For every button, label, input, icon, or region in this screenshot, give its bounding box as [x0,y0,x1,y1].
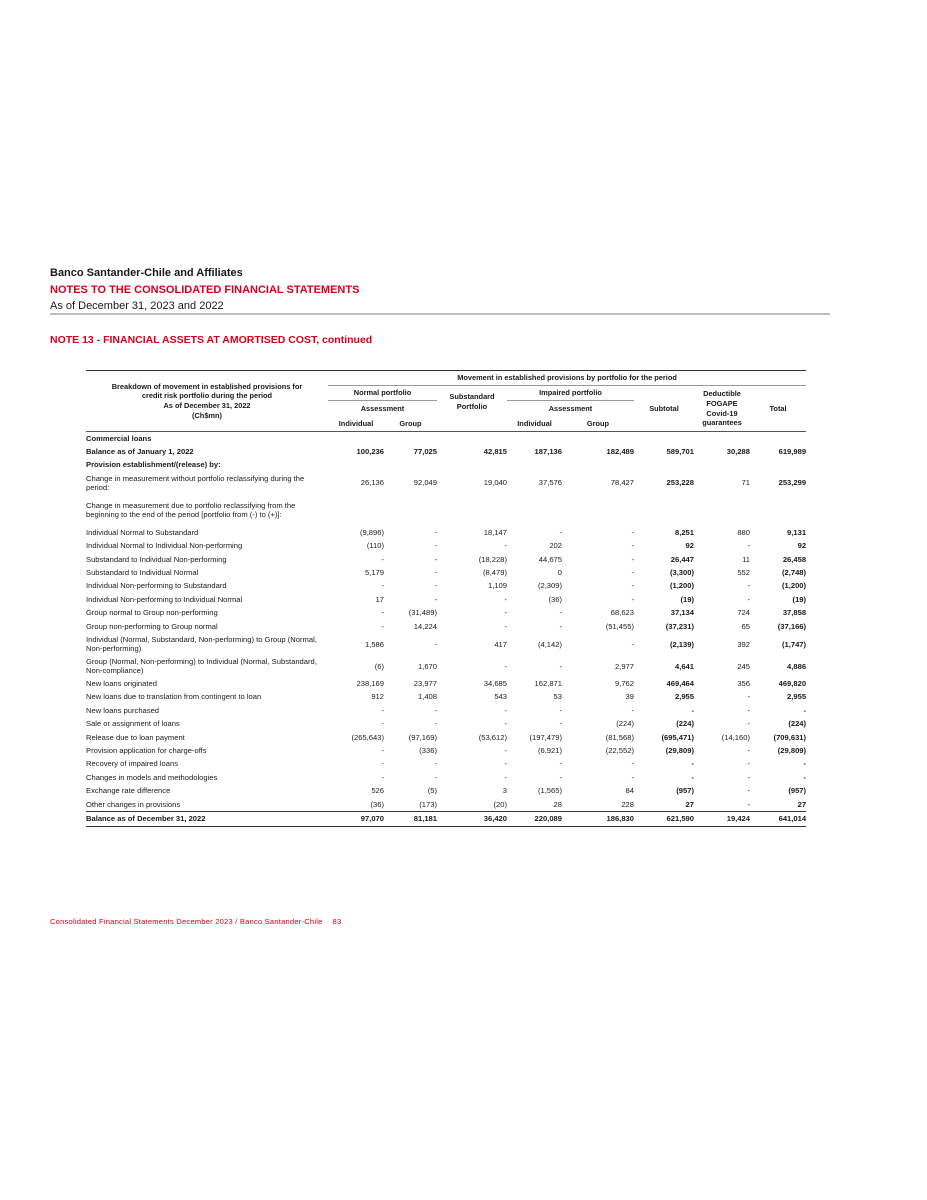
table-row [86,677,806,690]
value-cell: (957) [676,786,694,796]
table-row [86,655,806,677]
value-cell: - [381,554,384,564]
value-cell: - [504,705,507,715]
value-cell: 4,641 [674,661,694,671]
value-cell: 253,228 [666,478,694,488]
value-cell: 880 [737,527,750,537]
value-cell [384,494,437,526]
value-cell: - [559,608,562,618]
table-row [86,553,806,566]
normal-assessment-header: Assessment [360,404,405,413]
value-cell: (2,309) [537,581,562,591]
value-cell: 724 [737,608,750,618]
value-cell: 1,109 [487,581,507,591]
value-cell: 2,955 [787,692,807,702]
value-cell: - [381,621,384,631]
value-cell: - [504,745,507,755]
value-cell: (14,160) [721,732,750,742]
value-cell: (110) [366,541,384,551]
value-cell: - [631,527,634,537]
value-cell: - [747,745,750,755]
value-cell: - [381,705,384,715]
value-cell: 23,977 [413,678,437,688]
value-cell [750,459,806,472]
value-cell: 0 [557,568,562,578]
value-cell: - [381,581,384,591]
value-cell: (2,748) [782,568,807,578]
value-cell: (81,568) [605,732,634,742]
value-cell: - [631,581,634,591]
value-cell: (97,169) [408,732,437,742]
value-cell [328,494,384,526]
value-cell: 92 [797,541,807,551]
value-cell: 42,815 [483,447,507,457]
notes-title: NOTES TO THE CONSOLIDATED FINANCIAL STATEMENTS [50,284,360,296]
value-cell: - [747,692,750,702]
value-cell: - [747,541,750,551]
value-cell: 27 [685,799,694,809]
value-cell: 53 [553,692,562,702]
value-cell: 78,427 [610,478,634,488]
value-cell: - [434,554,437,564]
subtotal-header: Subtotal [634,386,694,432]
value-cell: (1,200) [669,581,694,591]
impaired-individual-header: Individual [507,417,562,432]
table-corner-label [86,371,328,432]
value-cell: (224) [616,719,634,729]
value-cell: (1,747) [782,639,807,649]
value-cell: 469,464 [666,678,694,688]
note-title: NOTE 13 - FINANCIAL ASSETS AT AMORTISED COST, continued [50,334,373,346]
value-cell: - [381,759,384,769]
value-cell: 245 [737,661,750,671]
value-cell: (265,643) [351,732,384,742]
value-cell [437,459,507,472]
value-cell: - [747,759,750,769]
value-cell: 18,147 [483,527,507,537]
value-cell: (36) [548,594,562,604]
value-cell: - [434,719,437,729]
value-cell: 187,136 [534,447,562,457]
value-cell: 9,762 [614,678,634,688]
value-cell: 182,489 [606,447,634,457]
normal-individual-header: Individual [328,417,384,432]
value-cell: (4,142) [537,639,562,649]
value-cell: (37,231) [665,621,694,631]
value-cell: - [631,759,634,769]
footer-text: Consolidated Financial Statements December 2023 / Banco Santander-Chile [50,917,323,926]
value-cell: 14,224 [413,621,437,631]
value-cell: (224) [676,719,694,729]
final-cell: 641,014 [750,812,806,826]
value-cell [694,459,750,472]
table-row [86,580,806,593]
final-cell: 81,181 [384,812,437,826]
value-cell: 162,871 [534,678,562,688]
value-cell: 84 [625,786,634,796]
value-cell: - [559,772,562,782]
value-cell: 19,040 [483,478,507,488]
value-cell: (19) [792,594,807,604]
row-label: Provision establishment/(release) by: [86,460,221,470]
value-cell: 589,701 [666,447,694,457]
value-cell: 417 [494,639,507,649]
value-cell: - [559,705,562,715]
table-row [86,771,806,784]
row-label: Individual Non-performing to Individual Normal [86,594,243,604]
value-cell: (29,809) [777,745,807,755]
table-row [86,593,806,606]
impaired-assessment-header: Assessment [548,404,593,413]
value-cell: 100,236 [356,447,384,457]
value-cell: (18,228) [478,554,507,564]
row-label: Individual (Normal, Substandard, Non-performing) to Group (Normal, Non-performing) [86,634,317,654]
value-cell: 912 [371,692,384,702]
value-cell: - [434,541,437,551]
value-cell: - [381,608,384,618]
row-label: New loans purchased [86,705,160,715]
value-cell: 238,169 [356,678,384,688]
value-cell: - [747,594,750,604]
row-label: Balance as of January 1, 2022 [86,447,194,457]
corner-line-1: Breakdown of movement in established provisions for [111,381,303,391]
value-cell: 30,288 [726,447,750,457]
table-row [86,566,806,579]
value-cell: 4,886 [787,661,807,671]
value-cell: - [504,772,507,782]
row-label: Group (Normal, Non-performing) to Individual (Normal, Substandard, Non-compliance) [86,656,317,676]
value-cell: - [504,621,507,631]
table-row [86,540,806,553]
value-cell [750,494,806,526]
value-cell: 26,458 [782,554,807,564]
value-cell: 543 [494,692,507,702]
final-cell: 97,070 [328,812,384,826]
table-row [86,445,806,458]
value-cell: 253,299 [778,478,807,488]
value-cell: 27 [797,799,807,809]
final-cell: 36,420 [437,812,507,826]
value-cell: (22,552) [605,745,634,755]
value-cell: 37,576 [538,478,562,488]
table-row [86,758,806,771]
value-cell: - [691,705,694,715]
value-cell: 11 [742,554,750,564]
value-cell: 5,179 [364,568,384,578]
value-cell: 92,049 [413,478,437,488]
company-name: Banco Santander-Chile and Affiliates [50,267,243,279]
value-cell: 9,131 [787,527,807,537]
corner-line-2: credit risk portfolio during the period [141,391,273,401]
value-cell: - [434,568,437,578]
value-cell: (957) [788,786,807,796]
row-label: Other changes in provisions [86,799,181,809]
row-label: Provision application for charge-offs [86,745,207,755]
value-cell: (6) [374,661,384,671]
value-cell: 1,586 [364,639,384,649]
row-label: Group normal to Group non-performing [86,608,218,618]
value-cell: 26,447 [670,554,694,564]
substandard-header: Substandard Portfolio [449,392,495,411]
table-row [86,717,806,730]
final-cell: 19,424 [694,812,750,826]
deductible-header: Deductible FOGAPE Covid-19 guarantees [694,386,750,432]
substandard-header-spacer [437,417,507,432]
group-header: Movement in established provisions by portfolio for the period [328,371,806,386]
value-cell: (37,166) [777,621,807,631]
value-cell: - [434,759,437,769]
section-title: Commercial loans [86,433,152,443]
value-cell: (3,300) [669,568,694,578]
value-cell: 44,675 [538,554,562,564]
value-cell [384,459,437,472]
value-cell: (53,612) [478,732,507,742]
value-cell: - [434,581,437,591]
value-cell: 68,623 [610,608,634,618]
value-cell: - [559,719,562,729]
row-label: New loans due to translation from contingent to loan [86,692,262,702]
value-cell: - [504,719,507,729]
value-cell: - [434,772,437,782]
value-cell: - [631,705,634,715]
value-cell: 1,670 [417,661,437,671]
row-label: Individual Normal to Individual Non-performing [86,541,243,551]
value-cell: 469,820 [778,678,807,688]
header-divider [50,313,830,315]
value-cell: - [631,594,634,604]
row-label: Release due to loan payment [86,732,185,742]
value-cell: - [559,661,562,671]
table-row [86,620,806,633]
value-cell: (20) [493,799,507,809]
row-label: Sale or assignment of loans [86,719,180,729]
value-cell: (19) [680,594,694,604]
value-cell: 39 [625,692,634,702]
value-cell: - [434,639,437,649]
value-cell [694,494,750,526]
row-label: Change in measurement without portfolio reclassifying during the period: [86,473,305,493]
row-label: Change in measurement due to portfolio reclassifying from the beginning to the end of the period [portfolio from (-) to (+)]: [86,500,296,520]
value-cell: - [559,527,562,537]
table-row [86,494,806,526]
value-cell: 17 [375,594,384,604]
value-cell: 34,685 [483,678,507,688]
value-cell: (5) [427,786,437,796]
value-cell: - [381,772,384,782]
value-cell: - [381,719,384,729]
corner-line-3: As of December 31, 2022 [163,401,251,410]
value-cell [634,459,694,472]
table-row [86,798,806,812]
value-cell: (197,479) [529,732,562,742]
value-cell: - [504,541,507,551]
table-row [86,607,806,620]
value-cell [507,459,562,472]
value-cell: - [747,705,750,715]
total-header: Total [750,386,806,432]
impaired-portfolio-header: Impaired portfolio [507,386,634,401]
table-row [86,744,806,757]
impaired-group-header: Group [562,417,634,432]
row-label: Substandard to Individual Non-performing [86,554,227,564]
value-cell: (29,809) [665,745,694,755]
final-cell: 186,830 [562,812,634,826]
value-cell: 37,858 [782,608,807,618]
value-cell: 2,977 [614,661,634,671]
value-cell: (8,479) [482,568,507,578]
row-label: Group non-performing to Group normal [86,621,218,631]
normal-group-header: Group [384,417,437,432]
page-number: 83 [332,917,342,926]
value-cell: (709,631) [773,732,807,742]
value-cell: 3 [502,786,507,796]
table-row [86,691,806,704]
value-cell: - [631,568,634,578]
row-label: Substandard to Individual Normal [86,568,199,578]
value-cell [634,494,694,526]
value-cell: - [631,772,634,782]
value-cell: 28 [553,799,562,809]
value-cell: - [381,745,384,755]
final-cell: 220,089 [507,812,562,826]
value-cell: (224) [788,719,807,729]
value-cell: 92 [685,541,694,551]
value-cell: - [631,541,634,551]
value-cell: - [504,594,507,604]
table-row [86,633,806,655]
normal-portfolio-header: Normal portfolio [328,386,437,401]
value-cell: 65 [741,621,750,631]
table-row [86,526,806,539]
value-cell: - [747,786,750,796]
value-cell: (51,455) [605,621,634,631]
value-cell: (1,200) [782,581,807,591]
value-cell: - [434,594,437,604]
row-label: Changes in models and methodologies [86,772,218,782]
value-cell [562,459,634,472]
value-cell: (6,921) [537,745,562,755]
value-cell: (173) [419,799,437,809]
value-cell: - [559,759,562,769]
value-cell [562,494,634,526]
value-cell: - [559,621,562,631]
table-row [86,459,806,472]
value-cell: (1,565) [537,786,562,796]
value-cell: - [691,759,694,769]
value-cell: 37,134 [670,608,694,618]
final-cell: 621,590 [634,812,694,826]
value-cell: (336) [419,745,437,755]
value-cell: (9,896) [359,527,384,537]
value-cell: 619,989 [778,447,807,457]
value-cell [507,494,562,526]
value-cell: 202 [549,541,562,551]
value-cell: - [747,799,750,809]
provisions-table [86,370,806,827]
value-cell: 552 [737,568,750,578]
value-cell: 526 [371,786,384,796]
final-row-label: Balance as of December 31, 2022 [86,812,328,826]
table-row [86,472,806,494]
value-cell: - [747,719,750,729]
value-cell: 2,955 [674,692,694,702]
value-cell: - [803,772,807,782]
value-cell: - [504,759,507,769]
value-cell: 71 [741,478,750,488]
table-row [86,784,806,797]
row-label: Individual Non-performing to Substandard [86,581,227,591]
value-cell: (2,139) [669,639,694,649]
value-cell: 356 [737,678,750,688]
value-cell: - [631,639,634,649]
value-cell: - [747,581,750,591]
value-cell: - [691,772,694,782]
value-cell: 392 [737,639,750,649]
value-cell: 228 [621,799,634,809]
value-cell: (695,471) [661,732,694,742]
row-label: Recovery of impaired loans [86,759,179,769]
as-of-date: As of December 31, 2023 and 2022 [50,300,224,312]
page-footer [50,917,341,926]
row-label: Exchange rate difference [86,786,171,796]
value-cell: - [631,554,634,564]
value-cell [437,494,507,526]
value-cell: (36) [370,799,384,809]
row-label: Individual Normal to Substandard [86,527,199,537]
value-cell: 8,251 [674,527,694,537]
row-label: New loans originated [86,678,157,688]
table-row [86,704,806,717]
value-cell: 26,136 [360,478,384,488]
value-cell: - [803,759,807,769]
value-cell: - [747,772,750,782]
value-cell: (31,489) [408,608,437,618]
value-cell: - [434,527,437,537]
value-cell: - [803,705,807,715]
value-cell: - [504,661,507,671]
corner-line-4: (Ch$mn) [192,410,222,420]
value-cell: - [504,608,507,618]
value-cell: 77,025 [413,447,437,457]
table-row [86,731,806,744]
value-cell: - [434,705,437,715]
value-cell: 1,408 [417,692,437,702]
value-cell [328,459,384,472]
